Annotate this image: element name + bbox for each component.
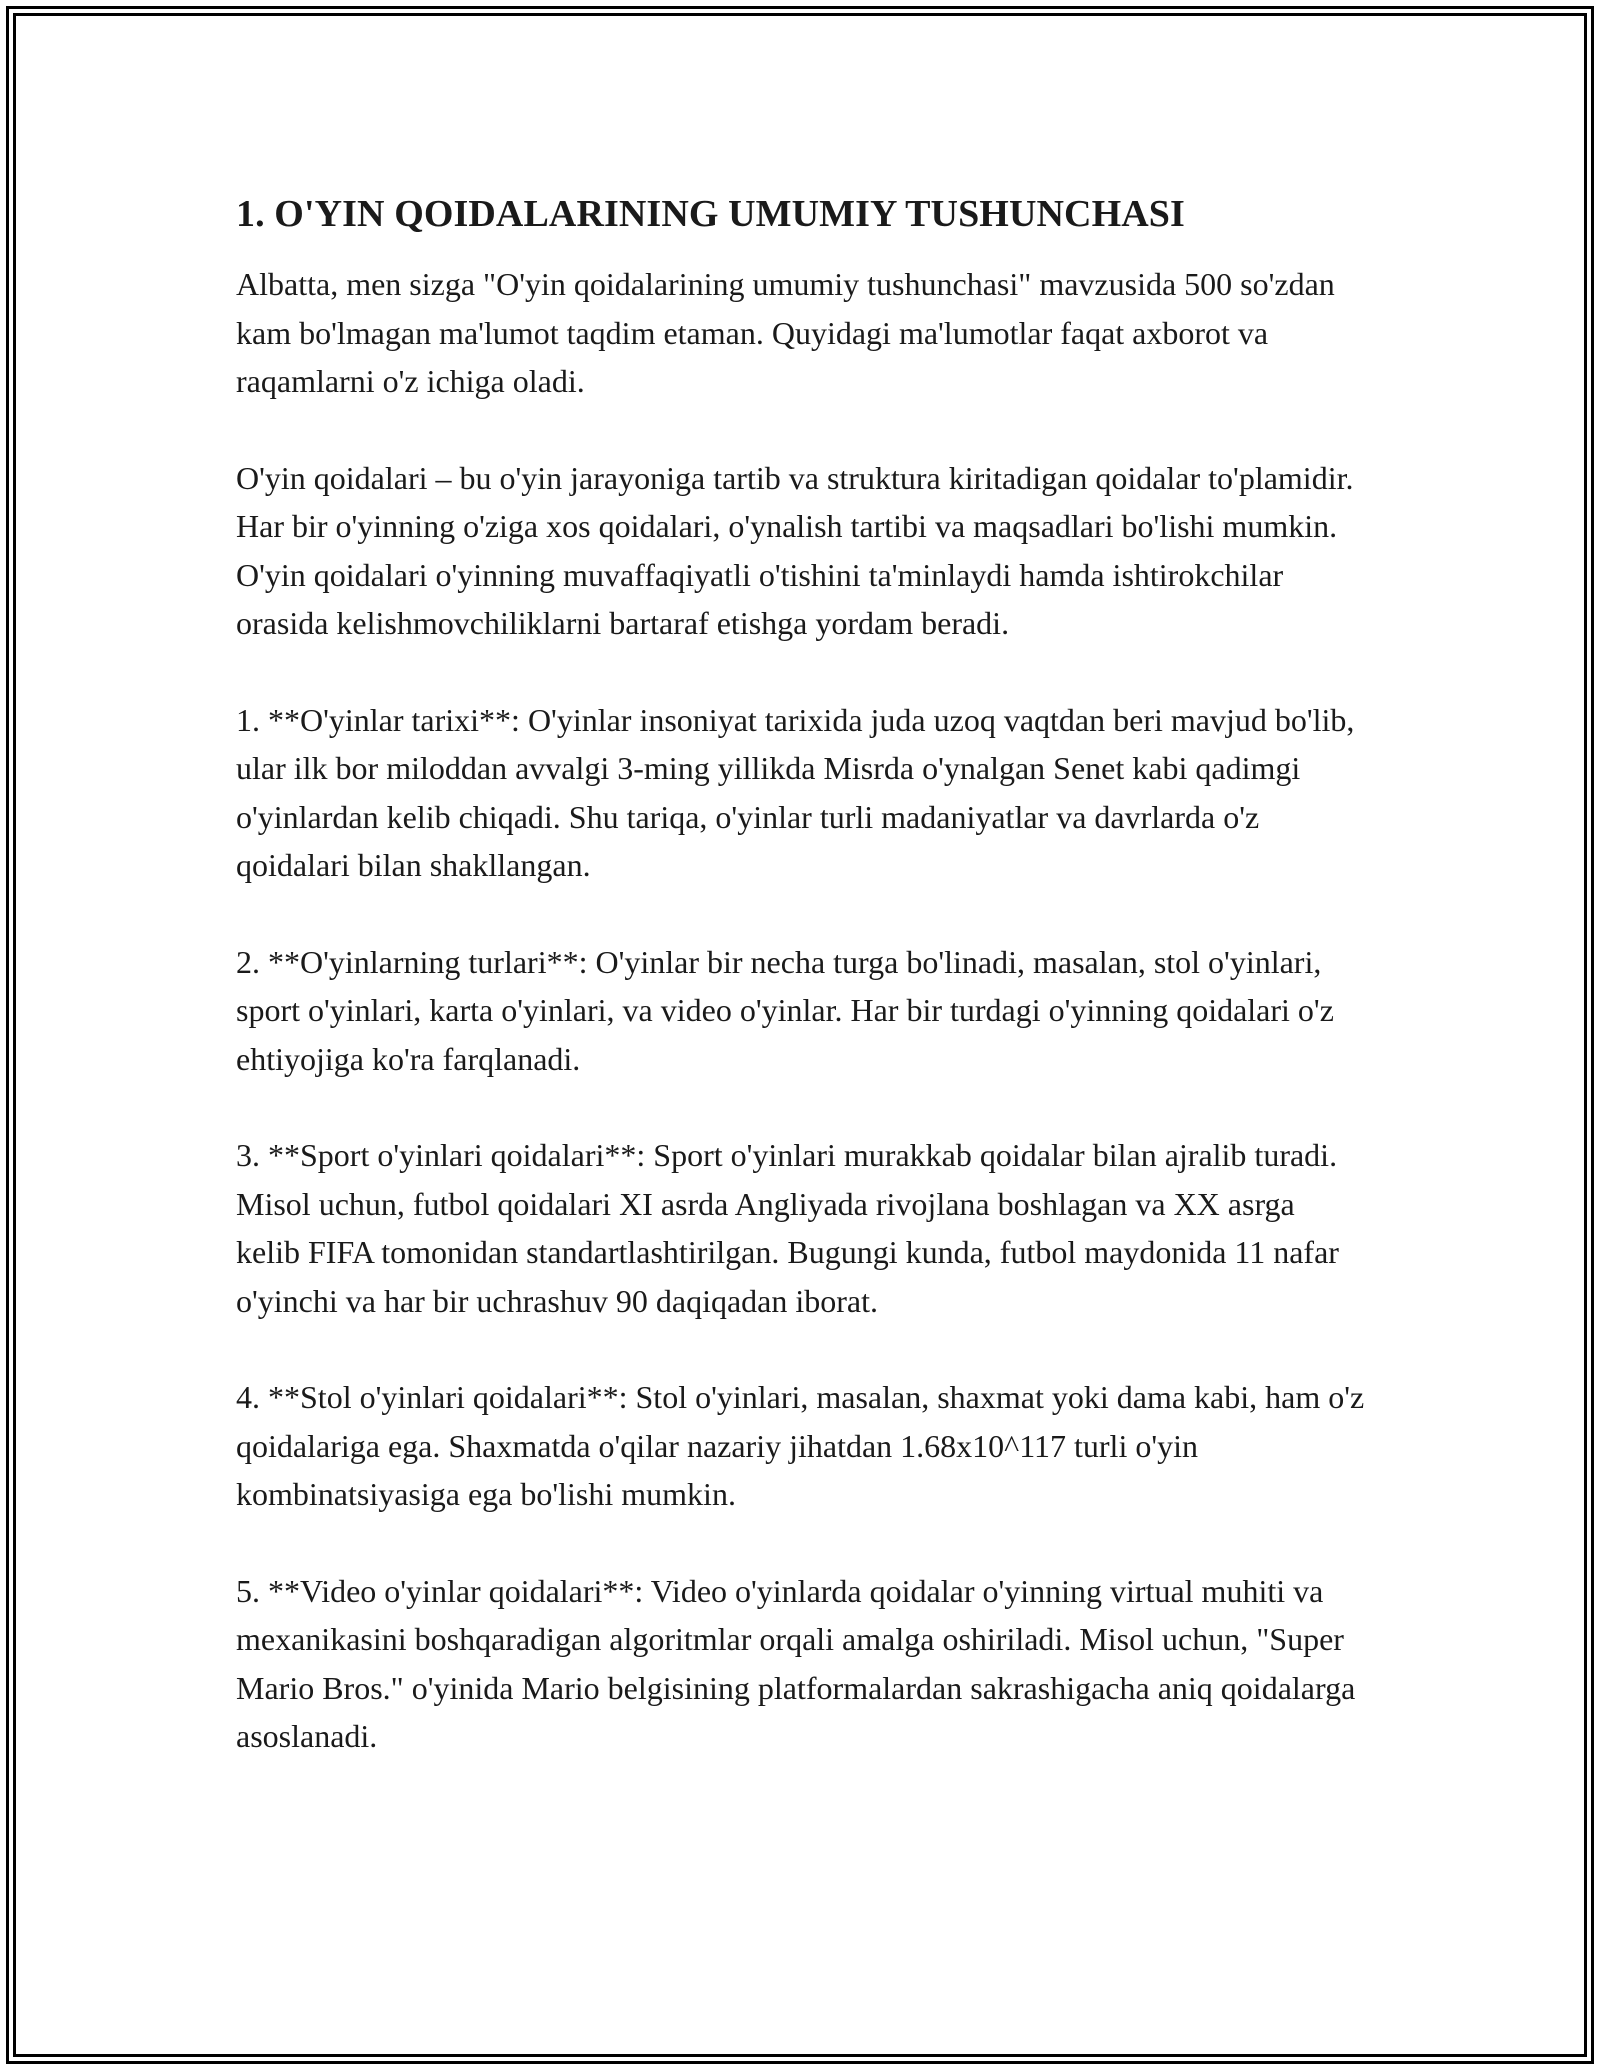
definition-paragraph: O'yin qoidalari – bu o'yin jarayoniga tartib va struktura kiritadigan qoidalar to'plamidir. Har bir o'yinning o'ziga xos qoidalari, o'ynalish tartibi va maqsadlari bo'lishi mumkin. O'yin qoidalari o'yinning muvaffaqiyatli o'tishini ta'minlaydi hamda ishtirokchilar orasida kelishmovchiliklarni bartaraf etishga yordam beradi. <box>236 459 1354 641</box>
intro-paragraph: Albatta, men sizga "O'yin qoidalarining umumiy tushunchasi" mavzusida 500 so'zdan kam bo'lmagan ma'lumot taqdim etaman. Quyidagi ma'lumotlar faqat axborot va raqamlarni o'z ichiga oladi. <box>236 266 1335 399</box>
game-types-paragraph: 2. **O'yinlarning turlari**: O'yinlar bir necha turga bo'linadi, masalan, stol o'yinlari, sport o'yinlari, karta o'yinlari, va video o'yinlar. Har bir turdagi o'yinning qoidalari o'z ehtiyojiga ko'ra farqlanadi. <box>236 943 1334 1077</box>
history-paragraph: 1. **O'yinlar tarixi**: O'yinlar insoniyat tarixida juda uzoq vaqtdan beri mavjud bo'lib, ular ilk bor miloddan avvalgi 3-ming yillikda Misrda o'ynalgan Senet kabi qadimgi o'yinlardan kelib chiqadi. Shu tariqa, o'yinlar turli madaniyatlar va davrlarda o'z qoidalari bilan shakllangan. <box>236 701 1355 883</box>
document-body <box>236 186 1366 1809</box>
video-game-rules-paragraph: 5. **Video o'yinlar qoidalari**: Video o'yinlarda qoidalar o'yinning virtual muhiti va mexanikasini boshqaradigan algoritmlar orqali amalga oshiriladi. Misol uchun, "Super Mario Bros." o'yinida Mario belgisining platformalardan sakrashigacha aniq qoidalarga asoslanadi. <box>236 1572 1356 1754</box>
page-title: 1. O'YIN QOIDALARINING UMUMIY TUSHUNCHASI <box>236 193 1185 235</box>
board-game-rules-paragraph: 4. **Stol o'yinlari qoidalari**: Stol o'yinlari, masalan, shaxmat yoki dama kabi, ham o'z qoidalariga ega. Shaxmatda o'qilar nazariy jihatdan 1.68x10^117 turli o'yin kombinatsiyasiga ega bo'lishi mumkin. <box>236 1379 1365 1512</box>
sport-rules-paragraph: 3. **Sport o'yinlari qoidalari**: Sport o'yinlari murakkab qoidalar bilan ajralib turadi. Misol uchun, futbol qoidalari XI asrda Angliyada rivojlana boshlagan va XX asrga kelib FIFA tomonidan standartlashtirilgan. Bugungi kunda, futbol maydonida 11 nafar o'yinchi va har bir uchrashuv 90 daqiqadan iborat. <box>236 1137 1339 1319</box>
